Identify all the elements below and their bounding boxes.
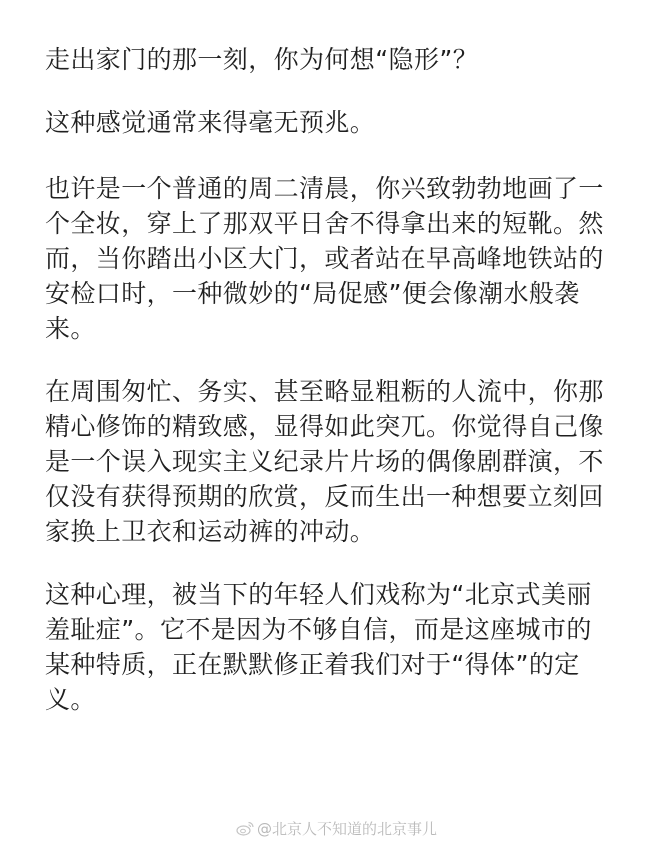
watermark-text: @北京人不知道的北京事儿: [257, 820, 438, 838]
article-body: [45, 42, 610, 745]
article-paragraph-lead: 这种感觉通常来得毫无预兆。: [45, 108, 376, 137]
watermark: [236, 818, 437, 839]
article-paragraph-title: 走出家门的那一刻，你为何想“隐形”？: [45, 45, 479, 74]
weibo-icon: [236, 821, 254, 836]
article-paragraph: 也许是一个普通的周二清晨，你兴致勃勃地画了一个全妆，穿上了那双平日舍不得拿出来的短靴。然而，当你踏出小区大门，或者站在早高峰地铁站的安检口时，一种微妙的“局促感”便会像潮水般袭来。: [45, 174, 604, 343]
article-paragraph: 在周围匆忙、务实、甚至略显粗粝的人流中，你那精心修饰的精致感，显得如此突兀。你觉得自己像是一个误入现实主义纪录片片场的偶像剧群演，不仅没有获得预期的欣赏，反而生出一种想要立刻回家换上卫衣和运动裤的冲动。: [45, 377, 604, 546]
article-paragraph: 这种心理，被当下的年轻人们戏称为“北京式美丽羞耻症”。它不是因为不够自信，而是这座城市的某种特质，正在默默修正着我们对于“得体”的定义。: [45, 580, 592, 714]
